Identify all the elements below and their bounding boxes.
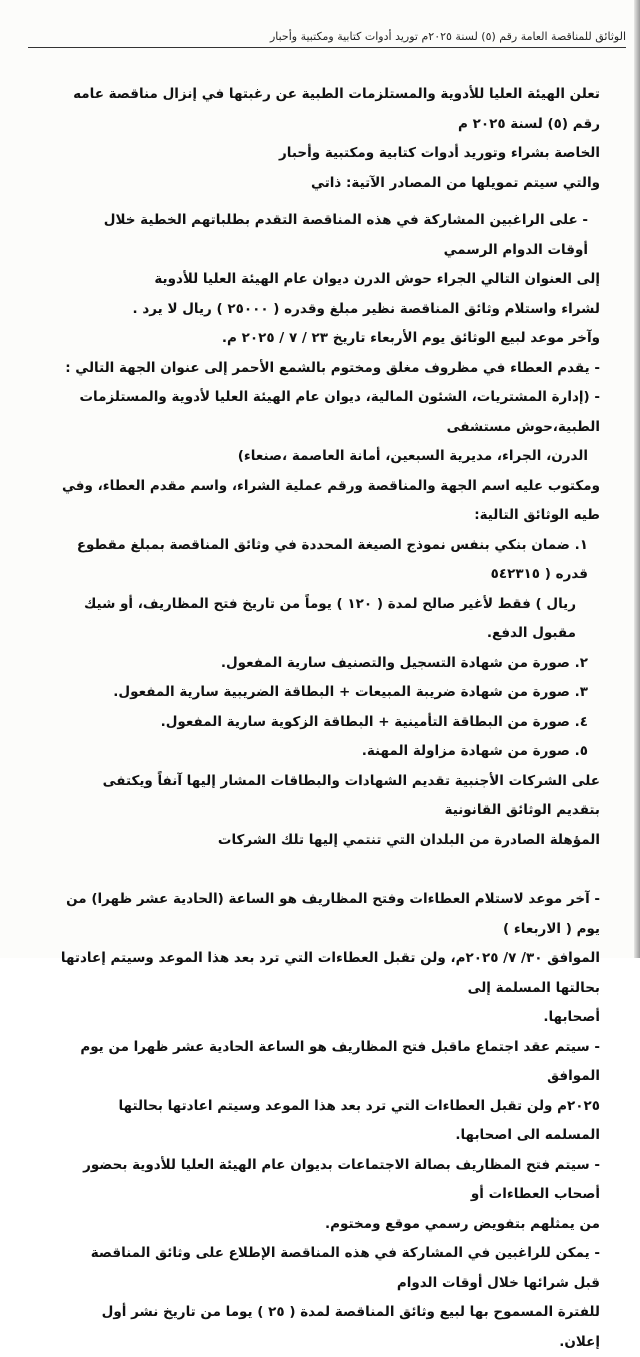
required-documents-list — [60, 531, 600, 767]
opening-paragraph — [60, 1151, 600, 1240]
intro-line-3: والتي سيتم تمويلها من المصادر الآتية: ذاتي — [311, 174, 600, 191]
document-item-2: ٢. صورة من شهادة التسجيل والتصنيف سارية المفعول. — [220, 654, 588, 671]
deadline-line-2: الموافق ٣٠/ ٧/ ٢٠٢٥م، ولن تقبل العطاءات التي ترد بعد هذا الموعد وسيتم إعادتها بحالتها المسلمة إلى — [60, 950, 600, 996]
apply-line-3: لشراء واستلام وثائق المناقصة نظير مبلغ وقدره ( ٢٥٠٠٠ ) ريال لا يرد . — [132, 300, 600, 317]
document-item-3: ٣. صورة من شهادة ضريبة المبيعات + البطاقة الضريبية سارية المفعول. — [113, 684, 588, 700]
submit-section — [60, 354, 600, 531]
document-item-1-line-2: ريال ) فقط لأغير صالح لمدة ( ١٢٠ ) يوماً من تاريخ فتح المظاريف، أو شيك مقبول الدفع. — [83, 595, 576, 641]
meeting-line-1: - سيتم عقد اجتماع ماقبل فتح المظاريف هو الساعة الحادية عشر ظهرا من يوم الموافق — [80, 1038, 600, 1084]
submit-line-2: - (إدارة المشتريات، الشئون المالية، ديوان عام الهيئة العليا لأدوية والمستلزمات الطبية،حوش مستشفى — [79, 389, 600, 435]
foreign-companies-paragraph — [60, 767, 600, 856]
deadline-line-3: أصحابها. — [543, 1009, 600, 1025]
foreign-line-2: المؤهلة الصادرة من البلدان التي تنتمي إليها تلك الشركات — [217, 831, 600, 848]
apply-section — [60, 206, 600, 354]
foreign-line-1: على الشركات الأجنبية تقديم الشهادات والبطاقات المشار إليها آنفاً ويكتفى بتقديم الوثائق القانونية — [102, 772, 600, 818]
apply-line-2: إلى العنوان التالي الجراء حوش الدرن ديوان عام الهيئة العليا للأدوية — [154, 271, 600, 287]
header-title: الوثائق للمناقصة العامة رقم (٥) لسنة ٢٠٢٥م توريد أدوات كتابية ومكتبية وأحبار — [269, 30, 626, 43]
meeting-paragraph — [60, 1033, 600, 1151]
opening-line-1: - سيتم فتح المظاريف بصالة الاجتماعات بديوان عام الهيئة العليا للأدوية بحضور أصحاب العطاءات أو — [83, 1156, 600, 1202]
document-item-5: ٥. صورة من شهادة مزاولة المهنة. — [361, 743, 588, 759]
submit-line-4: ومكتوب عليه اسم الجهة والمناقصة ورقم عملية الشراء، واسم مقدم العطاء، وفي طيه الوثائق التالية: — [62, 477, 600, 523]
deadline-line-1: - آخر موعد لاستلام العطاءات وفتح المظاريف هو الساعة (الحادية عشر ظهرا) من يوم ( الاربعاء ) — [66, 891, 600, 937]
meeting-line-2: ٢٠٢٥م ولن تقبل العطاءات التي ترد بعد هذا الموعد وسيتم اعادتها بحالتها المسلمه الى اصحابها. — [118, 1097, 600, 1143]
apply-line-1: - على الراغبين المشاركة في هذه المناقصة التقدم بطلباتهم الخطية خلال أوقات الدوام الرسمي — [103, 212, 588, 258]
document-item-4: ٤. صورة من البطاقة التأمينية + البطاقة الزكوية سارية المفعول. — [160, 713, 588, 730]
intro-line-1: تعلن الهيئة العليا للأدوية والمستلزمات الطبية عن رغبتها في إنزال مناقصة عامه رقم (٥) لسنة ٢٠٢٥ م — [73, 86, 600, 132]
opening-line-2: من يمثلهم بتفويض رسمي موقع ومختوم. — [324, 1215, 600, 1232]
inspection-paragraph — [60, 1239, 600, 1357]
inspection-line-2: للفترة المسموح بها لبيع وثائق المناقصة لمدة ( ٢٥ ) يوما من تاريخ نشر أول إعلان. — [101, 1304, 600, 1350]
inspection-line-1: - يمكن للراغبين في المشاركة في هذه المناقصة الإطلاع على وثائق المناقصة قبل شرائها خلال أوقات الدوام — [90, 1245, 600, 1291]
document-item-1-line-1: ١. ضمان بنكي بنفس نموذج الصيغة المحددة في وثائق المناقصة بمبلغ مقطوع قدره ( ٥٤٢٣١٥ — [76, 536, 588, 582]
apply-line-4: وآخر موعد لبيع الوثائق يوم الأربعاء تاريخ ٢٣ / ٧ / ٢٠٢٥ م. — [221, 330, 600, 346]
page-header — [28, 30, 626, 48]
intro-line-2: الخاصة بشراء وتوريد أدوات كتابية ومكتبية وأحبار — [279, 145, 600, 161]
document-body — [60, 80, 600, 1357]
submit-line-1: - يقدم العطاء في مظروف مغلق ومختوم بالشمع الأحمر إلى عنوان الجهة التالي : — [65, 359, 600, 376]
submit-line-3: الدرن، الجراء، مديرية السبعين، أمانة العاصمة ،صنعاء) — [237, 448, 588, 464]
deadline-paragraph — [60, 885, 600, 1033]
intro-paragraph — [60, 80, 600, 198]
page-edge-shadow — [634, 0, 640, 958]
